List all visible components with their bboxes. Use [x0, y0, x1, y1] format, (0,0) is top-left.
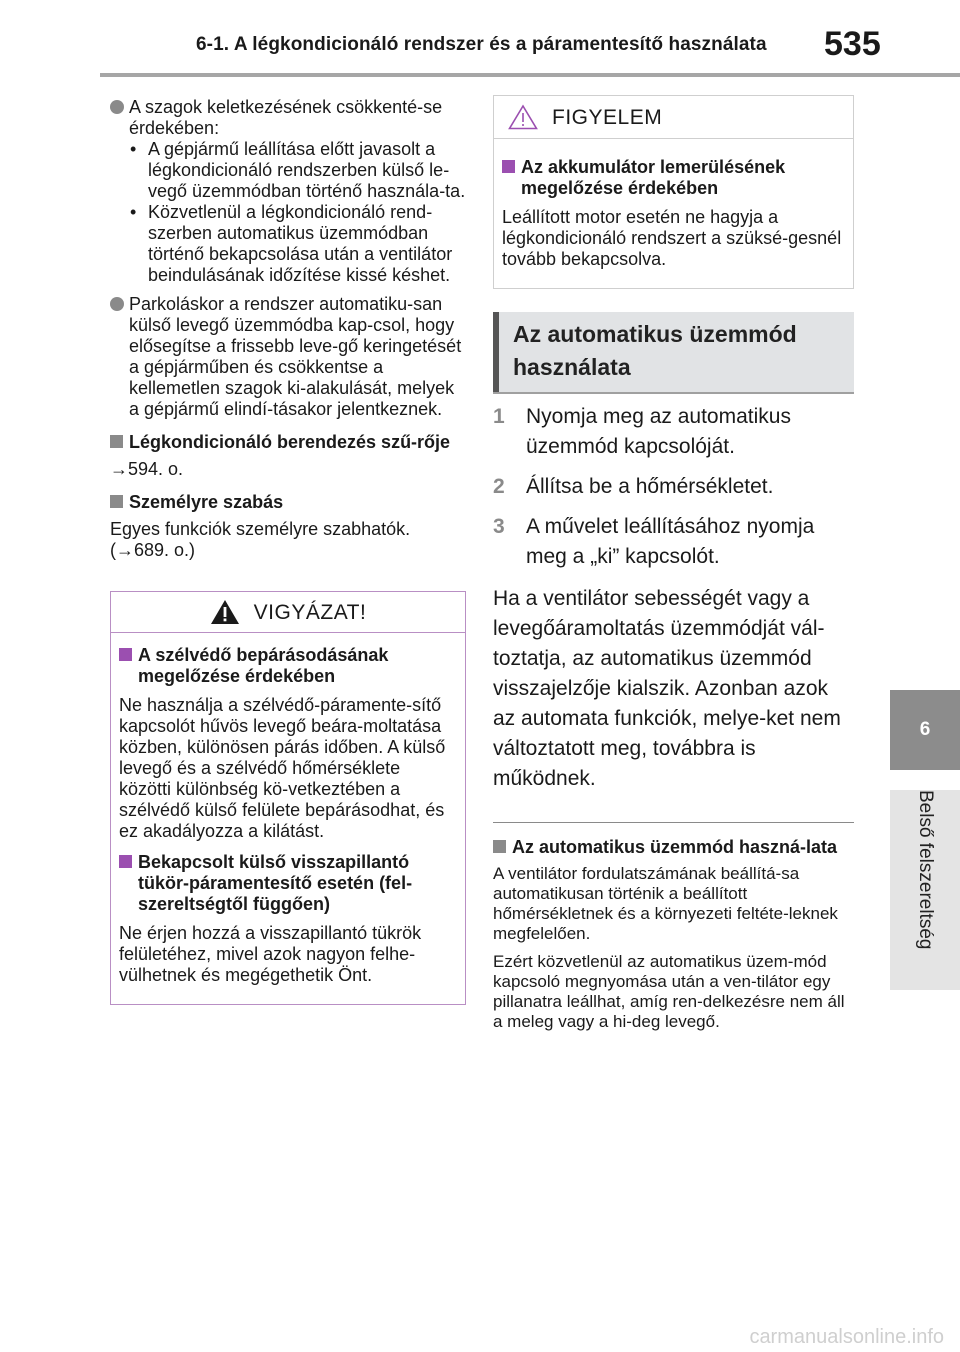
step-text: Nyomja meg az automatikus üzemmód kapcsolóját.: [526, 405, 791, 458]
customization-text: Egyes funkciók személyre szabhatók. (→689. o.): [110, 519, 411, 560]
notice-item-heading: [502, 157, 845, 199]
bullet-dot-icon: [110, 297, 124, 311]
auto-mode-text: Ezért közvetlenül az automatikus üzem-mód kapcsoló megnyomása után a ven-tilátor egy pillanatra leállhat, amíg ren-delkezésre nem áll a meleg vagy a hi-deg levegő.: [493, 952, 845, 1031]
notice-title: FIGYELEM: [552, 105, 663, 129]
caution-item-text: Ne használja a szélvédő-páramente-sítő kapcsolót hűvös levegő beára-moltatása közben, különösen párás időben. A külső levegő és a szélvédő hőmérséklete közötti különbség kö-vetkeztében a szélvédő külső felülete bepárásodhat, és ez akadályozza a kilátást.: [119, 695, 446, 841]
square-bullet-icon: [493, 840, 506, 853]
step-number: 3: [493, 515, 505, 538]
step-item: [493, 402, 854, 462]
notice-header: [494, 96, 853, 139]
bullet-odors: [110, 97, 466, 286]
running-header: 6-1. A légkondicionáló rendszer és a páramentesítő használata: [196, 34, 767, 55]
chapter-label-tab: [890, 790, 960, 990]
step-item: [493, 472, 854, 502]
caution-body: [111, 633, 465, 1004]
notice-box: [493, 95, 854, 289]
square-bullet-icon: [119, 855, 132, 868]
sub-bullet-icon: •: [130, 139, 137, 159]
caution-header: [111, 592, 465, 633]
auto-mode-heading-text: Az automatikus üzemmód haszná-lata: [512, 837, 838, 857]
caution-item-heading: [119, 852, 457, 915]
customization-heading: [110, 492, 466, 513]
step-item: [493, 512, 854, 572]
bullet-parking-text: Parkoláskor a rendszer automatiku-san külső levegő üzemmódba kap-csol, hogy elősegítse a frissebb leve-gő keringetését a gépjárműben és csökkentse a kellemetlen szagok ki-alakulását, melyek a gépjármű elindí-tásakor jelentkeznek.: [129, 294, 462, 419]
step-number: 2: [493, 475, 505, 498]
square-bullet-icon: [110, 435, 123, 448]
filter-heading-text: Légkondicionáló berendezés szű-rője: [129, 432, 451, 452]
step-number: 1: [493, 405, 505, 428]
section-title: Az automatikus üzemmód használata: [493, 312, 854, 392]
bullet-odors-intro: A szagok keletkezésének csökkenté-se érdekében:: [129, 97, 443, 138]
header-rule: [100, 73, 960, 77]
caution-item-heading-text: A szélvédő bepárásodásának megelőzése érdekében: [138, 645, 389, 686]
chapter-tab: 6: [890, 690, 960, 770]
indicator-paragraph: Ha a ventilátor sebességét vagy a levegőáramoltatás üzemmódját vál-toztatja, az automatikus üzemmód visszajelzője kialszik. Azonban azok az automata funkciók, melye-ket nem változtatott meg, továbbra is működnek.: [493, 587, 841, 790]
square-bullet-icon: [502, 160, 515, 173]
warning-outline-icon: [508, 104, 538, 130]
warning-triangle-icon: [210, 599, 240, 625]
auto-mode-text: A ventilátor fordulatszámának beállítá-sa automatikusan történik a beállított hőmérsékletnek és a környezeti feltéte-leknek megfelelően.: [493, 864, 838, 943]
chapter-label: Belső felszereltség: [915, 790, 936, 950]
filter-reference: →594. o.: [110, 459, 184, 479]
square-bullet-icon: [110, 495, 123, 508]
square-bullet-icon: [119, 648, 132, 661]
watermark: carmanualsonline.info: [0, 1326, 960, 1352]
caution-item-heading-text: Bekapcsolt külső visszapillantó tükör-páramentesítő esetén (fel-szereltségtől függően): [138, 852, 413, 914]
sub-item-text: Közvetlenül a légkondicionáló rend-szerben automatikus üzemmódban történő bekapcsolása után a ventilátor beindulásának időzítése kissé késhet.: [148, 202, 453, 285]
bullet-parking: [110, 294, 466, 420]
right-column: [493, 95, 854, 1040]
sub-item-text: A gépjármű leállítása előtt javasolt a légkondicionáló rendszerben külső le-vegő üzemmódban történő használa-ta.: [148, 139, 466, 201]
left-column: [110, 97, 466, 1005]
caution-title: VIGYÁZAT!: [253, 600, 367, 624]
step-text: A művelet leállításához nyomja meg a „ki” kapcsolót.: [526, 515, 815, 568]
steps-list: [493, 402, 854, 572]
sub-item: [129, 139, 466, 202]
notice-item-heading-text: Az akkumulátor lemerülésének megelőzése érdekében: [521, 157, 786, 198]
caution-item-heading: [119, 645, 457, 687]
divider: [493, 822, 854, 823]
step-text: Állítsa be a hőmérsékletet.: [526, 475, 774, 498]
caution-box: [110, 591, 466, 1005]
bullet-dot-icon: [110, 100, 124, 114]
caution-item-text: Ne érjen hozzá a visszapillantó tükrök felületéhez, mivel azok nagyon felhe-vülhetnek és megégethetik Önt.: [119, 923, 422, 985]
page-number: 535: [824, 25, 881, 63]
sub-bullet-icon: •: [130, 202, 137, 222]
auto-mode-heading: [493, 837, 854, 858]
sub-item: [129, 202, 466, 286]
customization-heading-text: Személyre szabás: [129, 492, 284, 512]
notice-body: [494, 139, 853, 288]
section-rule: [493, 392, 854, 394]
notice-item-text: Leállított motor esetén ne hagyja a légkondicionáló rendszert a szüksé-gesnél tovább bekapcsolva.: [502, 207, 842, 269]
filter-heading: [110, 432, 466, 453]
